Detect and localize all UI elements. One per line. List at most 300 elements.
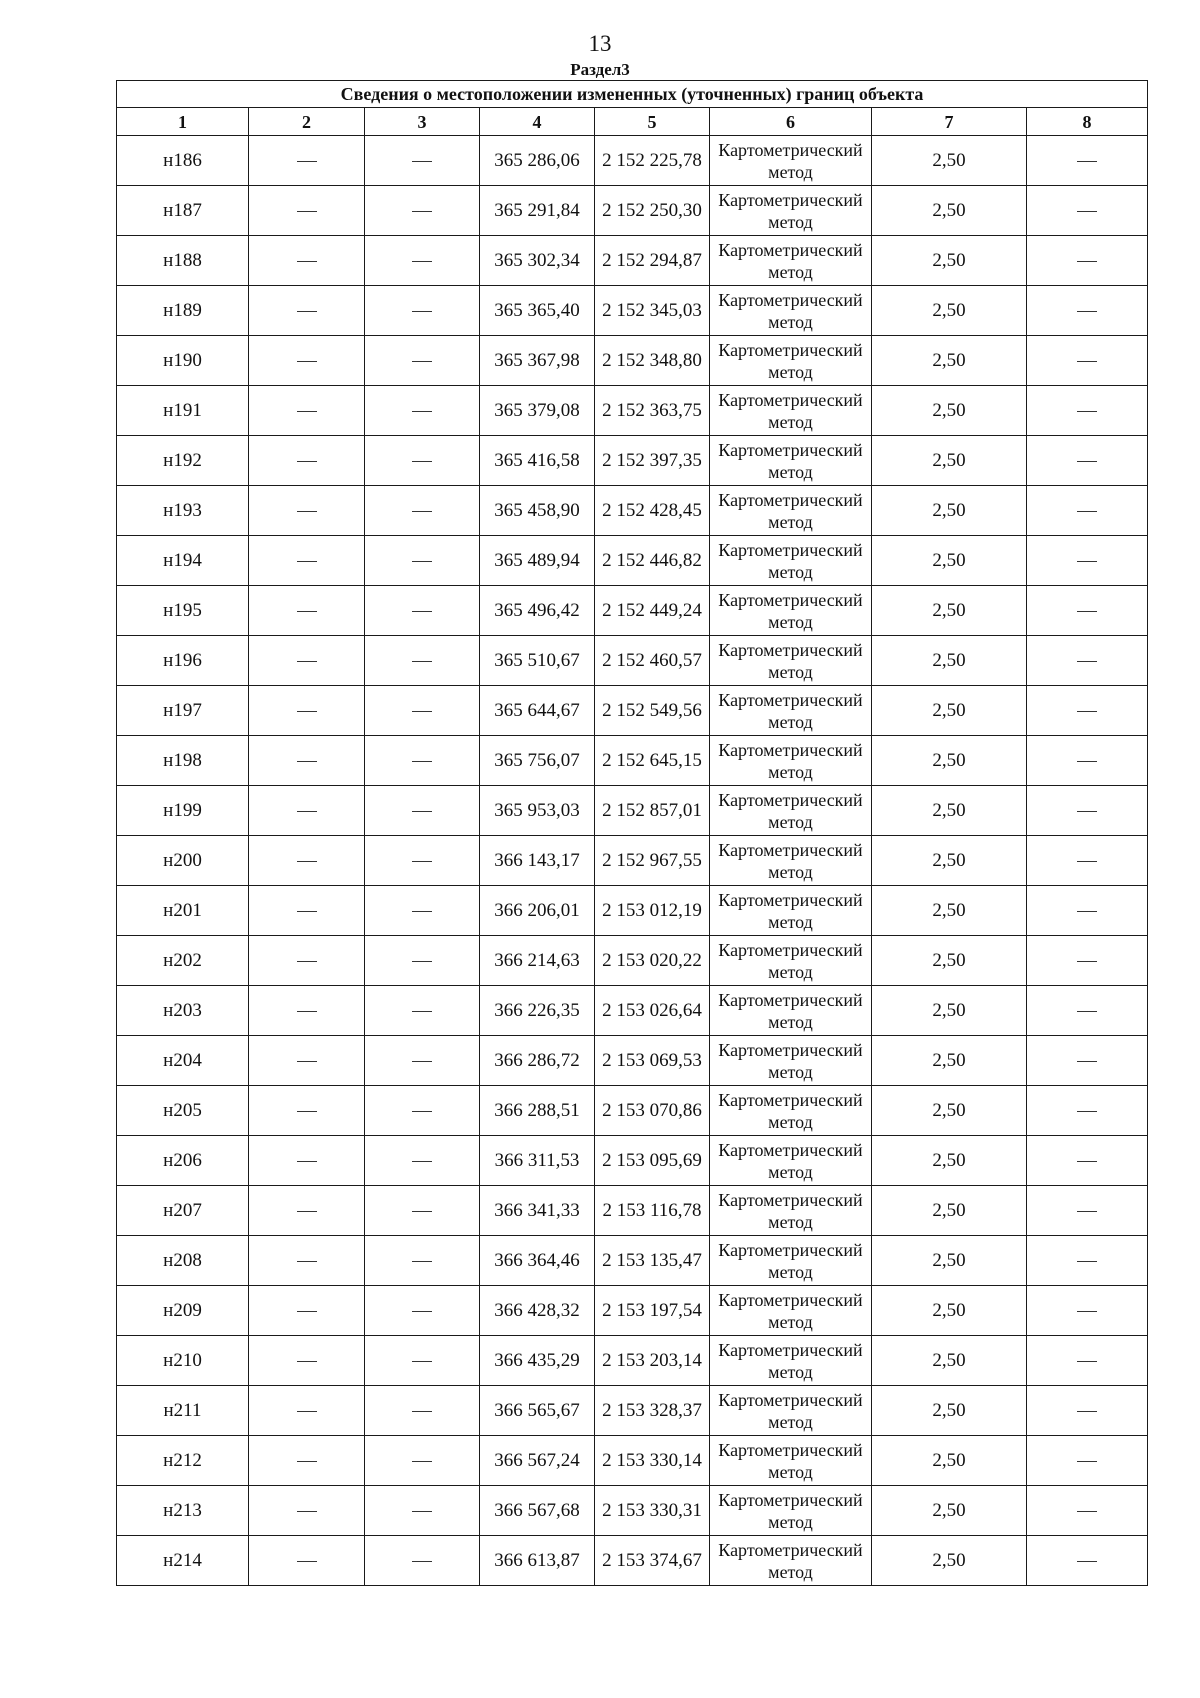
- dash-mark: [1077, 1261, 1097, 1262]
- y-coordinate-cell: 2 152 225,78: [595, 136, 710, 186]
- col8-cell: [1027, 136, 1148, 186]
- x-coordinate-cell: 366 435,29: [480, 1336, 595, 1386]
- method-cell: Картометрический метод: [710, 1386, 872, 1436]
- dash-mark: [1077, 1511, 1097, 1512]
- column-header: 1: [117, 108, 249, 136]
- accuracy-cell: 2,50: [872, 486, 1027, 536]
- dash-mark: [412, 1361, 432, 1362]
- col3-cell: [365, 136, 480, 186]
- col8-cell: [1027, 336, 1148, 386]
- point-name-cell: н214: [117, 1536, 249, 1586]
- point-name-cell: н187: [117, 186, 249, 236]
- x-coordinate-cell: 366 206,01: [480, 886, 595, 936]
- col8-cell: [1027, 936, 1148, 986]
- col3-cell: [365, 1286, 480, 1336]
- accuracy-cell: 2,50: [872, 936, 1027, 986]
- dash-mark: [412, 1161, 432, 1162]
- y-coordinate-cell: 2 153 020,22: [595, 936, 710, 986]
- accuracy-cell: 2,50: [872, 136, 1027, 186]
- col3-cell: [365, 336, 480, 386]
- y-coordinate-cell: 2 153 116,78: [595, 1186, 710, 1236]
- dash-mark: [1077, 1211, 1097, 1212]
- col2-cell: [249, 886, 365, 936]
- col8-cell: [1027, 1036, 1148, 1086]
- y-coordinate-cell: 2 152 446,82: [595, 536, 710, 586]
- dash-mark: [297, 1311, 317, 1312]
- dash-mark: [1077, 561, 1097, 562]
- dash-mark: [1077, 1361, 1097, 1362]
- dash-mark: [412, 161, 432, 162]
- col8-cell: [1027, 836, 1148, 886]
- dash-mark: [297, 411, 317, 412]
- accuracy-cell: 2,50: [872, 536, 1027, 586]
- accuracy-cell: 2,50: [872, 886, 1027, 936]
- dash-mark: [1077, 1411, 1097, 1412]
- x-coordinate-cell: 365 510,67: [480, 636, 595, 686]
- table-row: [117, 1486, 1148, 1536]
- col2-cell: [249, 286, 365, 336]
- col8-cell: [1027, 636, 1148, 686]
- dash-mark: [297, 261, 317, 262]
- dash-mark: [297, 661, 317, 662]
- y-coordinate-cell: 2 152 967,55: [595, 836, 710, 886]
- dash-mark: [297, 761, 317, 762]
- x-coordinate-cell: 365 291,84: [480, 186, 595, 236]
- dash-mark: [1077, 1461, 1097, 1462]
- dash-mark: [1077, 411, 1097, 412]
- accuracy-cell: 2,50: [872, 236, 1027, 286]
- point-name-cell: н209: [117, 1286, 249, 1336]
- dash-mark: [1077, 861, 1097, 862]
- dash-mark: [297, 961, 317, 962]
- table-row: [117, 286, 1148, 336]
- dash-mark: [297, 561, 317, 562]
- method-cell: Картометрический метод: [710, 436, 872, 486]
- dash-mark: [297, 461, 317, 462]
- col8-cell: [1027, 736, 1148, 786]
- dash-mark: [1077, 261, 1097, 262]
- col2-cell: [249, 336, 365, 386]
- dash-mark: [412, 1061, 432, 1062]
- y-coordinate-cell: 2 153 328,37: [595, 1386, 710, 1436]
- dash-mark: [1077, 511, 1097, 512]
- method-cell: Картометрический метод: [710, 1436, 872, 1486]
- col2-cell: [249, 186, 365, 236]
- col3-cell: [365, 486, 480, 536]
- y-coordinate-cell: 2 152 345,03: [595, 286, 710, 336]
- col2-cell: [249, 1386, 365, 1436]
- col2-cell: [249, 836, 365, 886]
- dash-mark: [297, 1161, 317, 1162]
- method-cell: Картометрический метод: [710, 1136, 872, 1186]
- col3-cell: [365, 1486, 480, 1536]
- dash-mark: [412, 361, 432, 362]
- column-header: 8: [1027, 108, 1148, 136]
- point-name-cell: н208: [117, 1236, 249, 1286]
- col3-cell: [365, 1536, 480, 1586]
- col8-cell: [1027, 536, 1148, 586]
- col3-cell: [365, 1436, 480, 1486]
- method-cell: Картометрический метод: [710, 486, 872, 536]
- x-coordinate-cell: 366 567,24: [480, 1436, 595, 1486]
- table-row: [117, 1036, 1148, 1086]
- y-coordinate-cell: 2 153 203,14: [595, 1336, 710, 1386]
- x-coordinate-cell: 366 214,63: [480, 936, 595, 986]
- y-coordinate-cell: 2 153 330,31: [595, 1486, 710, 1536]
- dash-mark: [297, 1261, 317, 1262]
- col2-cell: [249, 586, 365, 636]
- dash-mark: [297, 511, 317, 512]
- col3-cell: [365, 436, 480, 486]
- table-row: [117, 1436, 1148, 1486]
- point-name-cell: н188: [117, 236, 249, 286]
- y-coordinate-cell: 2 152 348,80: [595, 336, 710, 386]
- col3-cell: [365, 636, 480, 686]
- col8-cell: [1027, 1336, 1148, 1386]
- col2-cell: [249, 936, 365, 986]
- col3-cell: [365, 986, 480, 1036]
- method-cell: Картометрический метод: [710, 886, 872, 936]
- x-coordinate-cell: 365 458,90: [480, 486, 595, 536]
- table-row: [117, 1536, 1148, 1586]
- accuracy-cell: 2,50: [872, 1086, 1027, 1136]
- point-name-cell: н207: [117, 1186, 249, 1236]
- table-row: [117, 636, 1148, 686]
- point-name-cell: н195: [117, 586, 249, 636]
- dash-mark: [297, 211, 317, 212]
- dash-mark: [297, 1111, 317, 1112]
- accuracy-cell: 2,50: [872, 186, 1027, 236]
- point-name-cell: н192: [117, 436, 249, 486]
- accuracy-cell: 2,50: [872, 1336, 1027, 1386]
- table-body: [117, 136, 1148, 1586]
- accuracy-cell: 2,50: [872, 686, 1027, 736]
- column-number-row: [117, 108, 1148, 136]
- accuracy-cell: 2,50: [872, 1136, 1027, 1186]
- col2-cell: [249, 1336, 365, 1386]
- table-row: [117, 336, 1148, 386]
- x-coordinate-cell: 366 565,67: [480, 1386, 595, 1436]
- point-name-cell: н203: [117, 986, 249, 1036]
- table-caption-row: [117, 81, 1148, 108]
- method-cell: Картометрический метод: [710, 236, 872, 286]
- method-cell: Картометрический метод: [710, 786, 872, 836]
- dash-mark: [1077, 1161, 1097, 1162]
- x-coordinate-cell: 366 286,72: [480, 1036, 595, 1086]
- col2-cell: [249, 786, 365, 836]
- col8-cell: [1027, 1386, 1148, 1436]
- point-name-cell: н197: [117, 686, 249, 736]
- method-cell: Картометрический метод: [710, 986, 872, 1036]
- dash-mark: [412, 961, 432, 962]
- dash-mark: [297, 1011, 317, 1012]
- dash-mark: [412, 261, 432, 262]
- col8-cell: [1027, 1536, 1148, 1586]
- dash-mark: [297, 311, 317, 312]
- y-coordinate-cell: 2 152 549,56: [595, 686, 710, 736]
- table-row: [117, 686, 1148, 736]
- col2-cell: [249, 486, 365, 536]
- x-coordinate-cell: 365 496,42: [480, 586, 595, 636]
- col3-cell: [365, 186, 480, 236]
- col2-cell: [249, 736, 365, 786]
- table-row: [117, 1136, 1148, 1186]
- table-caption: Сведения о местоположении измененных (уточненных) границ объекта: [117, 81, 1148, 108]
- accuracy-cell: 2,50: [872, 786, 1027, 836]
- col8-cell: [1027, 786, 1148, 836]
- col2-cell: [249, 686, 365, 736]
- dash-mark: [297, 611, 317, 612]
- point-name-cell: н210: [117, 1336, 249, 1386]
- method-cell: Картометрический метод: [710, 1036, 872, 1086]
- point-name-cell: н199: [117, 786, 249, 836]
- col2-cell: [249, 436, 365, 486]
- dash-mark: [412, 1511, 432, 1512]
- method-cell: Картометрический метод: [710, 1186, 872, 1236]
- table-row: [117, 786, 1148, 836]
- col3-cell: [365, 686, 480, 736]
- x-coordinate-cell: 365 644,67: [480, 686, 595, 736]
- col3-cell: [365, 886, 480, 936]
- point-name-cell: н190: [117, 336, 249, 386]
- x-coordinate-cell: 365 379,08: [480, 386, 595, 436]
- col8-cell: [1027, 1486, 1148, 1536]
- dash-mark: [1077, 1111, 1097, 1112]
- col3-cell: [365, 786, 480, 836]
- point-name-cell: н198: [117, 736, 249, 786]
- accuracy-cell: 2,50: [872, 586, 1027, 636]
- x-coordinate-cell: 365 367,98: [480, 336, 595, 386]
- section-title: Раздел3: [570, 60, 630, 79]
- point-name-cell: н202: [117, 936, 249, 986]
- point-name-cell: н212: [117, 1436, 249, 1486]
- dash-mark: [297, 1511, 317, 1512]
- accuracy-cell: 2,50: [872, 636, 1027, 686]
- x-coordinate-cell: 365 286,06: [480, 136, 595, 186]
- col8-cell: [1027, 1436, 1148, 1486]
- y-coordinate-cell: 2 153 026,64: [595, 986, 710, 1036]
- accuracy-cell: 2,50: [872, 1386, 1027, 1436]
- col8-cell: [1027, 1136, 1148, 1186]
- boundary-coordinates-table: [116, 80, 1148, 1586]
- col8-cell: [1027, 1236, 1148, 1286]
- dash-mark: [1077, 611, 1097, 612]
- dash-mark: [412, 761, 432, 762]
- method-cell: Картометрический метод: [710, 286, 872, 336]
- y-coordinate-cell: 2 153 069,53: [595, 1036, 710, 1086]
- table-row: [117, 886, 1148, 936]
- dash-mark: [297, 711, 317, 712]
- table-row: [117, 1386, 1148, 1436]
- table-row: [117, 386, 1148, 436]
- accuracy-cell: 2,50: [872, 736, 1027, 786]
- accuracy-cell: 2,50: [872, 986, 1027, 1036]
- dash-mark: [1077, 311, 1097, 312]
- table-row: [117, 986, 1148, 1036]
- dash-mark: [412, 811, 432, 812]
- method-cell: Картометрический метод: [710, 736, 872, 786]
- point-name-cell: н189: [117, 286, 249, 336]
- table-row: [117, 236, 1148, 286]
- column-header: 4: [480, 108, 595, 136]
- dash-mark: [1077, 361, 1097, 362]
- col3-cell: [365, 236, 480, 286]
- dash-mark: [412, 1011, 432, 1012]
- accuracy-cell: 2,50: [872, 836, 1027, 886]
- x-coordinate-cell: 365 365,40: [480, 286, 595, 336]
- method-cell: Картометрический метод: [710, 1286, 872, 1336]
- point-name-cell: н196: [117, 636, 249, 686]
- method-cell: Картометрический метод: [710, 186, 872, 236]
- dash-mark: [1077, 1561, 1097, 1562]
- table-row: [117, 1336, 1148, 1386]
- dash-mark: [1077, 961, 1097, 962]
- x-coordinate-cell: 366 364,46: [480, 1236, 595, 1286]
- method-cell: Картометрический метод: [710, 586, 872, 636]
- dash-mark: [1077, 161, 1097, 162]
- col8-cell: [1027, 486, 1148, 536]
- point-name-cell: н194: [117, 536, 249, 586]
- col2-cell: [249, 1186, 365, 1236]
- col3-cell: [365, 1136, 480, 1186]
- point-name-cell: н200: [117, 836, 249, 886]
- table-row: [117, 1286, 1148, 1336]
- dash-mark: [297, 1361, 317, 1362]
- dash-mark: [1077, 1311, 1097, 1312]
- col2-cell: [249, 1436, 365, 1486]
- column-header: 5: [595, 108, 710, 136]
- col2-cell: [249, 1536, 365, 1586]
- table-row: [117, 436, 1148, 486]
- accuracy-cell: 2,50: [872, 336, 1027, 386]
- dash-mark: [1077, 761, 1097, 762]
- col8-cell: [1027, 236, 1148, 286]
- col2-cell: [249, 536, 365, 586]
- dash-mark: [412, 561, 432, 562]
- accuracy-cell: 2,50: [872, 1186, 1027, 1236]
- x-coordinate-cell: 366 428,32: [480, 1286, 595, 1336]
- x-coordinate-cell: 365 953,03: [480, 786, 595, 836]
- y-coordinate-cell: 2 152 363,75: [595, 386, 710, 436]
- dash-mark: [412, 1211, 432, 1212]
- col8-cell: [1027, 986, 1148, 1036]
- col2-cell: [249, 1286, 365, 1336]
- point-name-cell: н191: [117, 386, 249, 436]
- method-cell: Картометрический метод: [710, 686, 872, 736]
- col8-cell: [1027, 1186, 1148, 1236]
- column-header: 7: [872, 108, 1027, 136]
- col8-cell: [1027, 286, 1148, 336]
- accuracy-cell: 2,50: [872, 1236, 1027, 1286]
- point-name-cell: н186: [117, 136, 249, 186]
- col8-cell: [1027, 1086, 1148, 1136]
- col3-cell: [365, 286, 480, 336]
- dash-mark: [412, 1111, 432, 1112]
- accuracy-cell: 2,50: [872, 286, 1027, 336]
- dash-mark: [297, 361, 317, 362]
- dash-mark: [412, 911, 432, 912]
- dash-mark: [412, 1311, 432, 1312]
- method-cell: Картометрический метод: [710, 336, 872, 386]
- method-cell: Картометрический метод: [710, 836, 872, 886]
- col3-cell: [365, 1086, 480, 1136]
- y-coordinate-cell: 2 152 857,01: [595, 786, 710, 836]
- dash-mark: [412, 1461, 432, 1462]
- col8-cell: [1027, 436, 1148, 486]
- col2-cell: [249, 1236, 365, 1286]
- col8-cell: [1027, 586, 1148, 636]
- table-row: [117, 586, 1148, 636]
- table-row: [117, 1186, 1148, 1236]
- point-name-cell: н201: [117, 886, 249, 936]
- x-coordinate-cell: 366 226,35: [480, 986, 595, 1036]
- accuracy-cell: 2,50: [872, 436, 1027, 486]
- y-coordinate-cell: 2 152 294,87: [595, 236, 710, 286]
- col2-cell: [249, 386, 365, 436]
- method-cell: Картометрический метод: [710, 1536, 872, 1586]
- y-coordinate-cell: 2 153 330,14: [595, 1436, 710, 1486]
- table-row: [117, 836, 1148, 886]
- dash-mark: [412, 311, 432, 312]
- x-coordinate-cell: 366 143,17: [480, 836, 595, 886]
- y-coordinate-cell: 2 152 460,57: [595, 636, 710, 686]
- method-cell: Картометрический метод: [710, 1486, 872, 1536]
- x-coordinate-cell: 365 756,07: [480, 736, 595, 786]
- col8-cell: [1027, 386, 1148, 436]
- col8-cell: [1027, 1286, 1148, 1336]
- method-cell: Картометрический метод: [710, 1086, 872, 1136]
- accuracy-cell: 2,50: [872, 1286, 1027, 1336]
- dash-mark: [297, 161, 317, 162]
- accuracy-cell: 2,50: [872, 1486, 1027, 1536]
- method-cell: Картометрический метод: [710, 1336, 872, 1386]
- y-coordinate-cell: 2 153 197,54: [595, 1286, 710, 1336]
- col2-cell: [249, 1486, 365, 1536]
- y-coordinate-cell: 2 153 012,19: [595, 886, 710, 936]
- col3-cell: [365, 836, 480, 886]
- dash-mark: [1077, 661, 1097, 662]
- x-coordinate-cell: 366 288,51: [480, 1086, 595, 1136]
- table-row: [117, 136, 1148, 186]
- y-coordinate-cell: 2 152 449,24: [595, 586, 710, 636]
- dash-mark: [297, 1411, 317, 1412]
- x-coordinate-cell: 365 489,94: [480, 536, 595, 586]
- accuracy-cell: 2,50: [872, 386, 1027, 436]
- table-row: [117, 936, 1148, 986]
- col2-cell: [249, 636, 365, 686]
- dash-mark: [297, 1561, 317, 1562]
- column-header: 3: [365, 108, 480, 136]
- col2-cell: [249, 986, 365, 1036]
- method-cell: Картометрический метод: [710, 636, 872, 686]
- col2-cell: [249, 236, 365, 286]
- x-coordinate-cell: 365 416,58: [480, 436, 595, 486]
- col2-cell: [249, 136, 365, 186]
- col3-cell: [365, 386, 480, 436]
- col3-cell: [365, 936, 480, 986]
- dash-mark: [412, 611, 432, 612]
- col3-cell: [365, 736, 480, 786]
- x-coordinate-cell: 366 613,87: [480, 1536, 595, 1586]
- dash-mark: [412, 1411, 432, 1412]
- dash-mark: [1077, 1061, 1097, 1062]
- table-row: [117, 186, 1148, 236]
- point-name-cell: н213: [117, 1486, 249, 1536]
- dash-mark: [412, 1561, 432, 1562]
- method-cell: Картометрический метод: [710, 1236, 872, 1286]
- col8-cell: [1027, 886, 1148, 936]
- dash-mark: [412, 1261, 432, 1262]
